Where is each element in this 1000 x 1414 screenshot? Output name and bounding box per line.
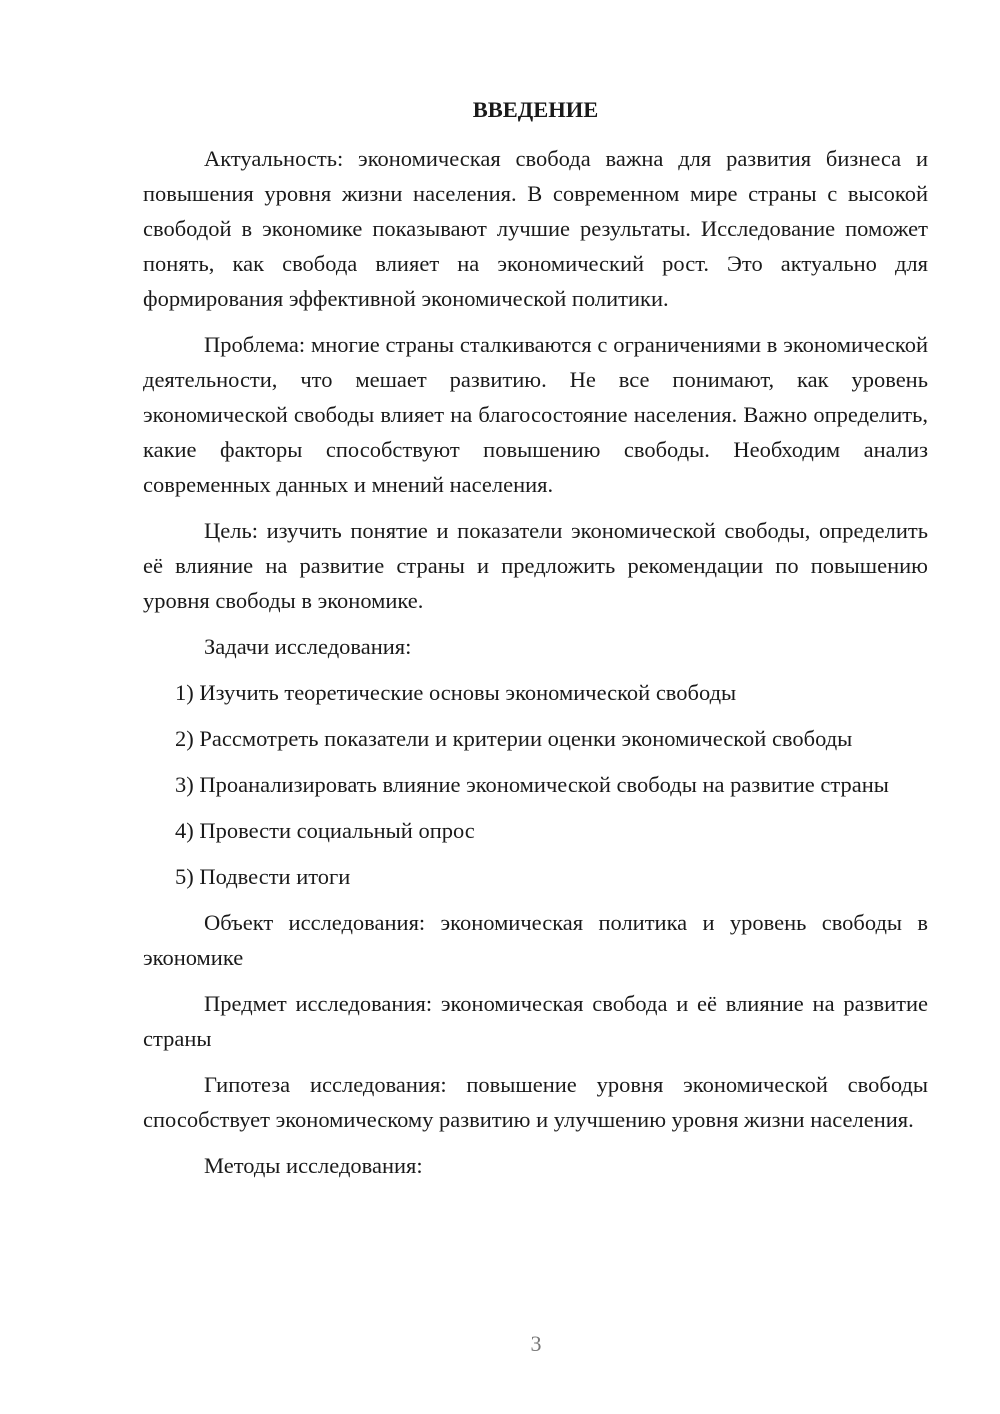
- list-item: 2) Рассмотреть показатели и критерии оценки экономической свободы: [175, 726, 853, 751]
- list-item: 4) Провести социальный опрос: [175, 818, 475, 843]
- tasks-heading: Задачи исследования:: [204, 634, 412, 659]
- object-paragraph: Объект исследования: экономическая политика и уровень свободы в экономике: [143, 910, 928, 970]
- list-item: 3) Проанализировать влияние экономической свободы на развитие страны: [175, 772, 889, 797]
- section-title: ВВЕДЕНИЕ: [472, 97, 599, 122]
- problem-paragraph: Проблема: многие страны сталкиваются с ограничениями в экономической деятельности, что мешает развитию. Не все понимают, как уровень экономической свободы влияет на благосостояние населения. Важно определить, какие факторы способствуют повышению свободы. Необходим анализ современных данных и мнений населения.: [143, 332, 928, 497]
- list-item: 5) Подвести итоги: [175, 864, 351, 889]
- document-page: [143, 92, 928, 1194]
- goal-paragraph: Цель: изучить понятие и показатели экономической свободы, определить её влияние на развитие страны и предложить рекомендации по повышению уровня свободы в экономике.: [143, 518, 928, 613]
- list-item: 1) Изучить теоретические основы экономической свободы: [175, 680, 737, 705]
- tasks-list: [143, 675, 928, 894]
- page-number: 3: [530, 1331, 542, 1356]
- subject-paragraph: Предмет исследования: экономическая свобода и её влияние на развитие страны: [143, 991, 928, 1051]
- hypothesis-paragraph: Гипотеза исследования: повышение уровня экономической свободы способствует экономическому развитию и улучшению уровня жизни населения.: [143, 1072, 928, 1132]
- relevance-paragraph: Актуальность: экономическая свобода важна для развития бизнеса и повышения уровня жизни населения. В современном мире страны с высокой свободой в экономике показывают лучшие результаты. Исследование поможет понять, как свобода влияет на экономический рост. Это актуально для формирования эффективной экономической политики.: [143, 146, 928, 311]
- methods-heading: Методы исследования:: [204, 1153, 423, 1178]
